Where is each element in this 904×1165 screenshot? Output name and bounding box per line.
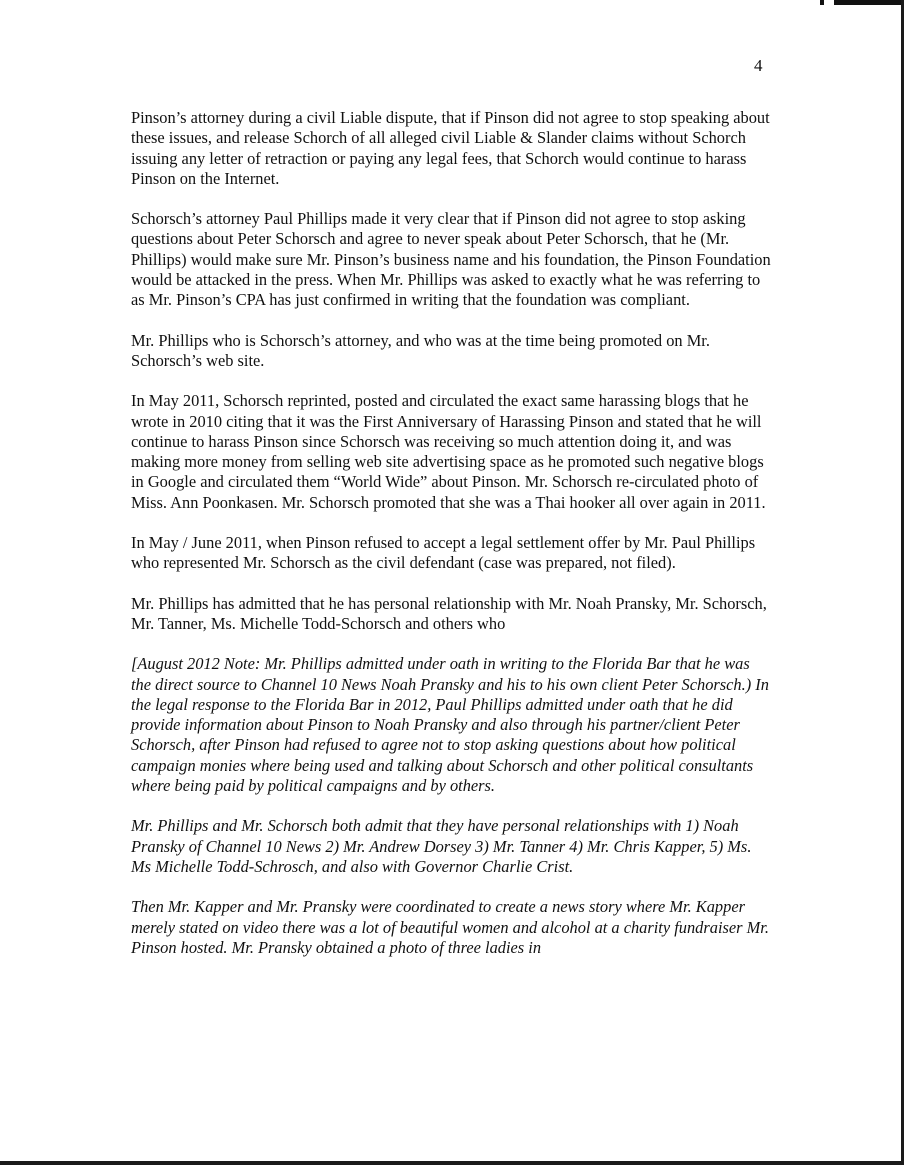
paragraph-9: Then Mr. Kapper and Mr. Pransky were coordinated to create a news story where Mr. Kapper merely stated on video there was a lot of beautiful women and alcohol at a charity fundraiser Mr. Pinson hosted. Mr. Pransky obtained a photo of three ladies in <box>131 897 769 957</box>
page-number: 4 <box>754 56 763 75</box>
paragraph-4: In May 2011, Schorsch reprinted, posted and circulated the exact same harassing blogs that he wrote in 2010 citing that it was the First Anniversary of Harassing Pinson and stated that he will continue to harass Pinson since Schorsch was receiving so much attention doing it, and was making more money from selling web site advertising space as he promoted such negative blogs in Google and circulated them “World Wide” about Pinson. Mr. Schorsch re-circulated photo of Miss. Ann Poonkasen. Mr. Schorsch promoted that she was a Thai hooker all over again in 2011. <box>131 391 766 512</box>
paragraph-5: In May / June 2011, when Pinson refused to accept a legal settlement offer by Mr. Paul Phillips who represented Mr. Schorsch as the civil defendant (case was prepared, not filed). <box>131 533 756 573</box>
paragraph-1: Pinson’s attorney during a civil Liable dispute, that if Pinson did not agree to stop speaking about these issues, and release Schorch of all alleged civil Liable & Slander claims without Schorch issuing any letter of retraction or paying any legal fees, that Schorch would continue to harass Pinson on the Internet. <box>131 108 770 188</box>
paragraph-3: Mr. Phillips who is Schorsch’s attorney, and who was at the time being promoted on Mr. Schorsch’s web site. <box>131 330 710 370</box>
paragraph-7-note: [August 2012 Note: Mr. Phillips admitted under oath in writing to the Florida Bar that he was the direct source to Channel 10 News Noah Pransky and his to his own client Peter Schorsch.) In the legal response to the Florida Bar in 2012, Paul Phillips admitted under oath that he did provide information about Pinson to Noah Pransky and also through his partner/client Peter Schorsch, after Pinson had refused to agree not to stop asking questions about how political campaign monies where being used and talking about Schorsch and other political consultants where being paid by political campaigns and by others. <box>131 654 769 796</box>
scan-artifact-top <box>814 0 904 5</box>
scan-edge-bottom <box>0 1161 904 1165</box>
paragraph-6: Mr. Phillips has admitted that he has personal relationship with Mr. Noah Pransky, Mr. Schorsch, Mr. Tanner, Ms. Michelle Todd-Schorsch and others who <box>131 593 767 633</box>
paragraph-8: Mr. Phillips and Mr. Schorsch both admit that they have personal relationships with 1) Noah Pransky of Channel 10 News 2) Mr. Andrew Dorsey 3) Mr. Tanner 4) Mr. Chris Kapper, 5) Ms. Ms Michelle Todd-Schrosch, and also with Governor Charlie Crist. <box>131 816 752 876</box>
paragraph-2: Schorsch’s attorney Paul Phillips made it very clear that if Pinson did not agree to stop asking questions about Peter Schorsch and agree to never speak about Peter Schorsch, that he (Mr. Phillips) would make sure Mr. Pinson’s business name and his foundation, the Pinson Foundation would be attacked in the press. When Mr. Phillips was asked to exactly what he was referring to as Mr. Pinson’s CPA has just confirmed in writing that the foundation was compliant. <box>131 209 771 310</box>
document-body <box>131 108 771 978</box>
